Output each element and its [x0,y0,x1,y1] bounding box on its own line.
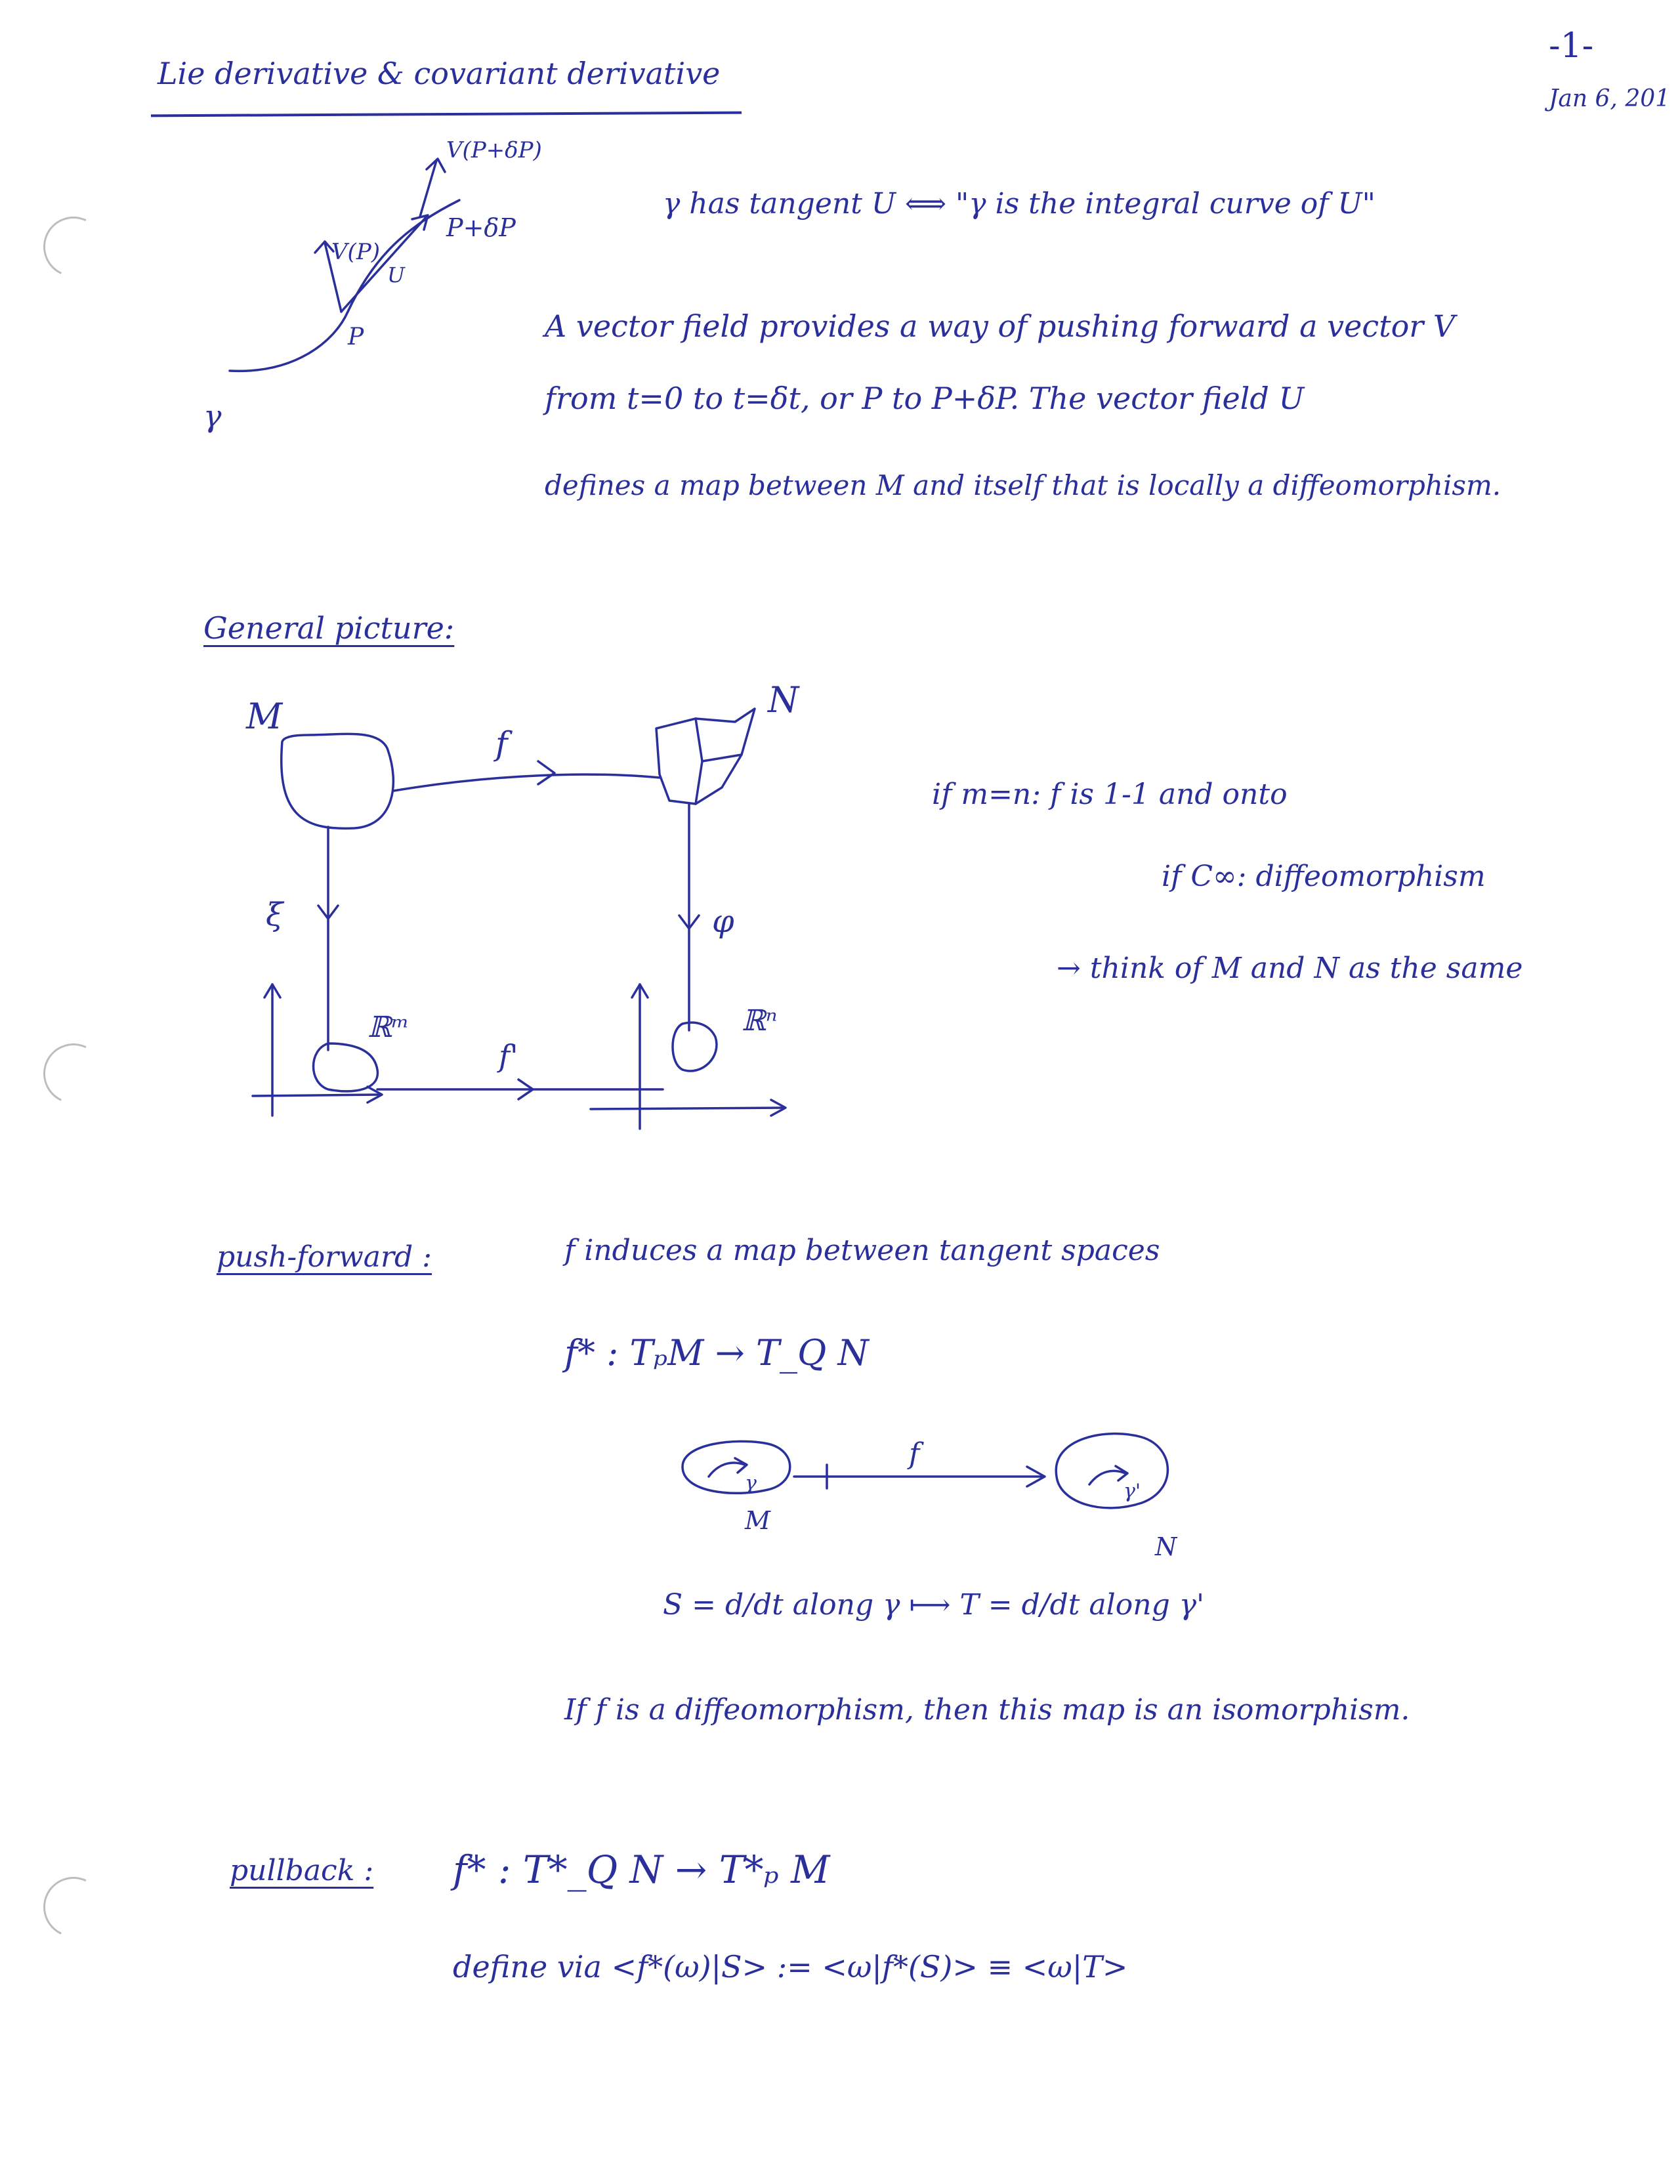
page-number: -1- [1549,26,1594,66]
tangent-vector-map: S = d/dt along γ ⟼ T = d/dt along γ' [663,1588,1205,1622]
intro-line-2: from t=0 to t=δt, or P to P+δP. The vector field U [545,381,1305,416]
label-n-small: N [1155,1532,1177,1561]
date: Jan 6, 201 [1549,85,1671,112]
label-n: N [768,679,799,721]
label-m: M [246,696,283,737]
note-same: → think of M and N as the same [1057,952,1523,985]
push-forward-line-1: f induces a map between tangent spaces [564,1234,1160,1267]
isomorphism-statement: If f is a diffeomorphism, then this map is an isomorphism. [564,1693,1410,1727]
pullback-map: f* : T*_Q N → T*ₚ M [453,1847,830,1892]
label-f-small: f [909,1437,920,1471]
label-gamma-n: γ' [1124,1480,1141,1503]
label-f: f [495,724,508,763]
intro-line-1: A vector field provides a way of pushing forward a vector V [545,308,1456,344]
pullback-definition: define via <f*(ω)|S> := <ω|f*(S)> ≡ <ω|T> [453,1949,1128,1984]
pullback-heading: pullback : [230,1854,374,1887]
label-gamma: γ [203,398,222,434]
label-phi: φ [712,903,734,940]
note-c-infinity: if C∞: diffeomorphism [1162,860,1486,893]
label-xi: ξ [266,896,284,933]
label-fprime: f' [499,1038,518,1074]
label-pdp: P+δP [446,213,516,242]
push-forward-map: f* : TₚM → T_Q N [564,1332,869,1374]
push-forward-heading: push-forward : [217,1240,432,1274]
label-vp: V(P) [331,239,380,265]
manifold-m-ellipse [682,1441,790,1493]
integral-curve-statement: γ has tangent U ⟺ "γ is the integral curve of U" [663,187,1376,220]
label-rm: ℝᵐ [368,1011,410,1044]
label-p: P [348,324,364,350]
label-u: U [387,262,405,287]
label-gamma-m: γ [745,1472,757,1495]
intro-line-3: defines a map between M and itself that is locally a diffeomorphism. [545,469,1502,501]
label-rn: ℝⁿ [742,1004,778,1038]
general-picture-heading: General picture: [203,610,455,646]
note-m-equals-n: if m=n: f is 1-1 and onto [932,778,1288,811]
label-m-small: M [745,1506,770,1535]
page-title: Lie derivative & covariant derivative [158,56,721,91]
label-vpdp: V(P+δP) [446,137,542,163]
